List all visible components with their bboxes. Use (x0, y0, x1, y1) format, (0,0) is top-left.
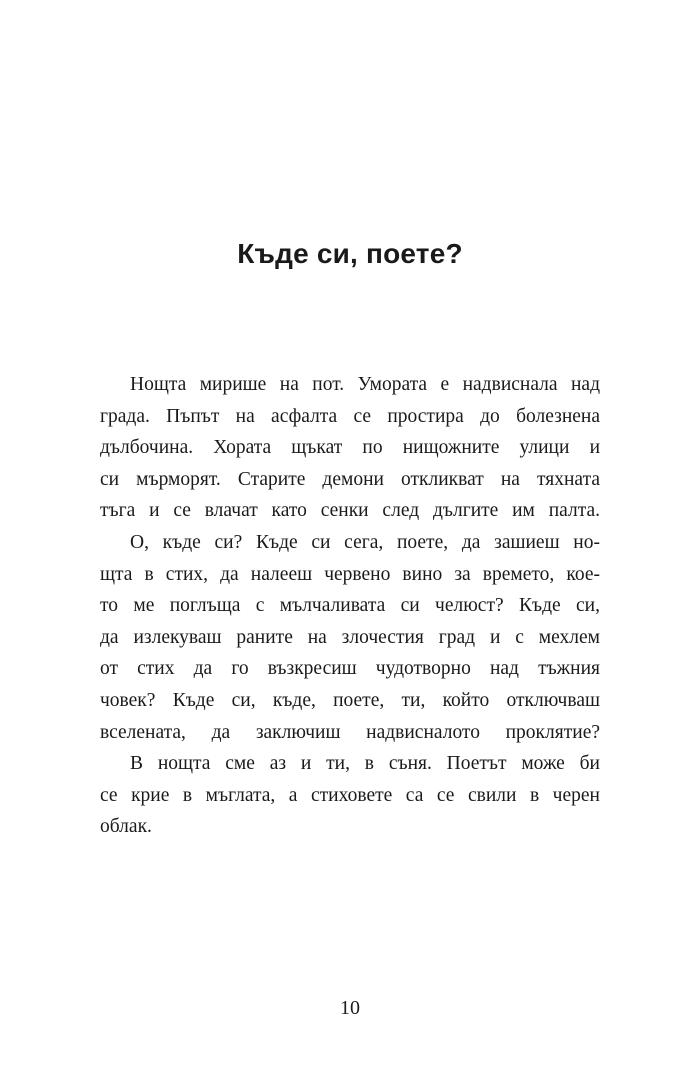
text-line: от стих да го възкресиш чудотворно над тъжния (100, 658, 600, 680)
page-number: 10 (340, 997, 360, 1019)
text-line: се крие в мъглата, а стиховете са се свили в черен (100, 784, 600, 806)
body-text (100, 369, 600, 843)
text-line: да излекуваш раните на злочестия град и с мехлем (100, 626, 600, 648)
text-line: В нощта сме аз и ти, в съня. Поетът може би (130, 753, 600, 775)
text-line: човек? Къде си, къде, поете, ти, който отключваш (100, 689, 600, 711)
text-line: щта в стих, да налееш червено вино за времето, кое- (100, 563, 600, 585)
text-line: тъга и се влачат като сенки след дългите им палта. (100, 500, 600, 522)
chapter-title: Къде си, поете? (237, 238, 463, 269)
text-line: то ме поглъща с мълчаливата си челюст? Къде си, (100, 595, 600, 617)
text-line: си мърморят. Старите демони откликват на тяхната (100, 468, 600, 490)
text-line: облак. (100, 816, 152, 838)
text-line: вселената, да заключиш надвисналото проклятие? (100, 721, 600, 743)
text-line: Нощта мирише на пот. Умората е надвиснала над (130, 374, 600, 395)
text-line: дълбочина. Хората щъкат по нищожните улици и (100, 437, 600, 459)
text-line: О, къде си? Къде си сега, поете, да зашиеш но- (130, 531, 600, 553)
text-line: града. Пъпът на асфалта се простира до болезнена (100, 405, 600, 427)
